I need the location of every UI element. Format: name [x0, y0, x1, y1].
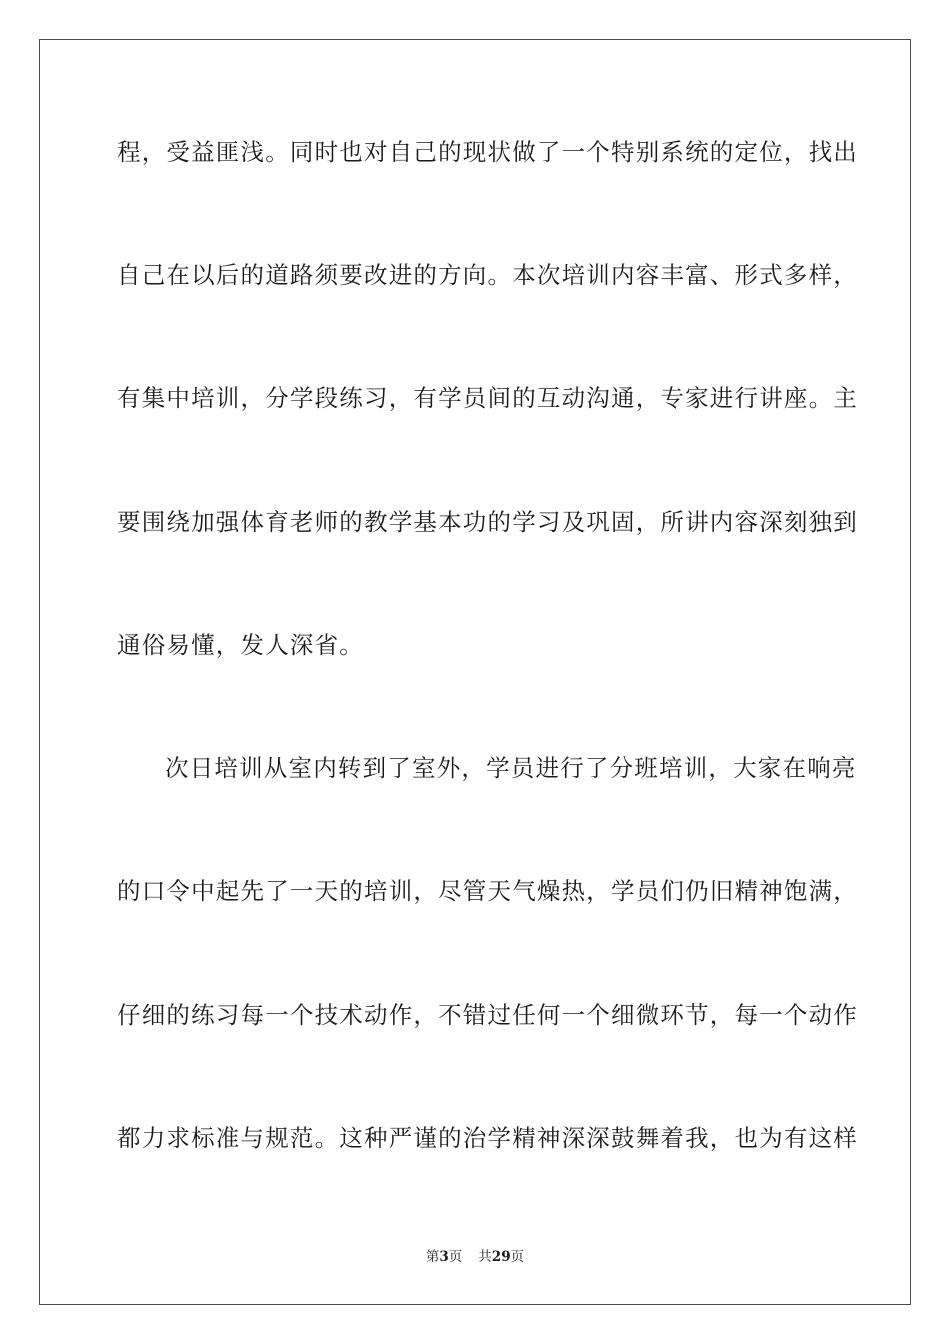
total-prefix: 共 [478, 1249, 492, 1265]
text-line: 程，受益匪浅。同时也对自己的现状做了一个特别系统的定位，找出 [117, 138, 858, 166]
text-line: 通俗易懂，发人深省。 [117, 631, 364, 659]
page-suffix: 页 [448, 1249, 463, 1265]
text-line: 要围绕加强体育老师的教学基本功的学习及巩固，所讲内容深刻独到 [117, 508, 858, 536]
paragraph-first-line: 次日培训从室内转到了室外，学员进行了分班培训，大家在响亮 [165, 754, 857, 782]
page-prefix: 第 [425, 1249, 440, 1265]
page-border [39, 39, 911, 1305]
total-pages: 29 [491, 1249, 511, 1265]
total-suffix: 页 [510, 1249, 525, 1265]
text-line: 都力求标准与规范。这种严谨的治学精神深深鼓舞着我，也为有这样 [117, 1124, 858, 1152]
page-footer [0, 1247, 950, 1267]
text-line: 的口令中起先了一天的培训，尽管天气燥热，学员们仍旧精神饱满， [117, 877, 858, 905]
text-line: 仔细的练习每一个技术动作，不错过任何一个细微环节，每一个动作 [117, 1001, 858, 1029]
text-line: 有集中培训，分学段练习，有学员间的互动沟通，专家进行讲座。主 [117, 384, 858, 412]
text-line: 自己在以后的道路须要改进的方向。本次培训内容丰富、形式多样， [117, 261, 858, 289]
page-number: 3 [439, 1249, 449, 1265]
